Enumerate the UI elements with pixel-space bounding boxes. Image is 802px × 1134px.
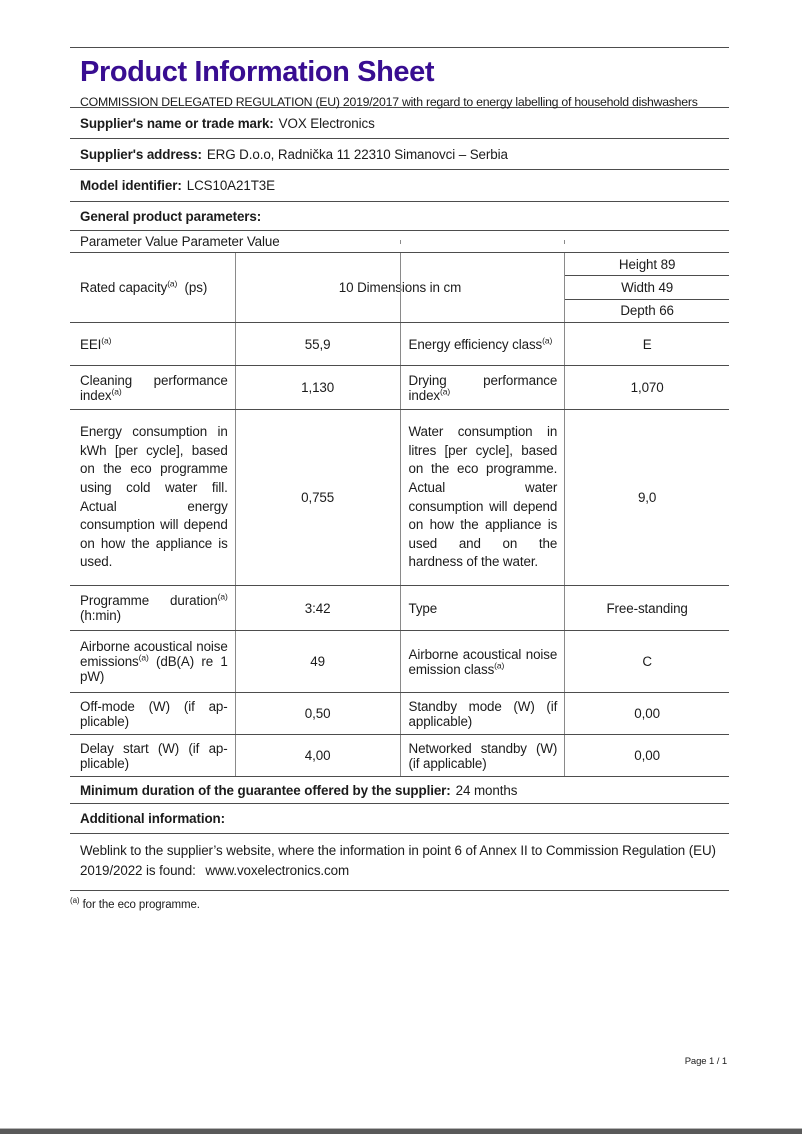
rated-capacity-row — [70, 253, 729, 323]
rated-capacity-unit: (ps) — [177, 280, 208, 295]
type-label: Type — [408, 600, 438, 616]
type-value: Free-standing — [606, 600, 688, 616]
additional-information-row — [70, 804, 729, 834]
footnote-marker: (a) — [138, 652, 149, 663]
cleaning-performance-value: 1,130 — [301, 380, 335, 395]
supplier-address-row — [70, 139, 729, 170]
water-consumption-value: 9,0 — [637, 490, 657, 505]
programme-duration-row — [70, 586, 729, 631]
energy-efficiency-class-label-cell — [400, 323, 565, 365]
energy-consumption-value: 0,755 — [301, 490, 335, 505]
cleaning-performance-label: Cleaning performance index — [80, 372, 228, 403]
delay-start-label-cell — [70, 735, 235, 776]
airborne-noise-row — [70, 631, 729, 693]
drying-performance-value: 1,070 — [630, 380, 664, 395]
cleaning-performance-label-cell — [70, 366, 235, 409]
energy-efficiency-class-value: E — [642, 336, 652, 352]
energy-consumption-label-cell — [70, 410, 235, 585]
off-mode-value-cell — [235, 693, 400, 734]
networked-standby-value: 0,00 — [634, 748, 660, 763]
guarantee-value: 24 months — [455, 782, 518, 798]
footnote-marker: (a) — [101, 335, 112, 346]
guarantee-label: Minimum duration of the guarantee offered by the supplier: — [80, 782, 451, 798]
parameter-table-header-empty-cell — [400, 240, 565, 244]
additional-information-heading: Additional information: — [80, 811, 225, 826]
footnote-marker: (a) — [217, 591, 228, 602]
off-mode-label-cell — [70, 693, 235, 734]
delay-start-value-cell — [235, 735, 400, 776]
water-consumption-label: Water consumption in litres [per cycle], based on the eco programme. Actual water consumption will depend on how the appliance is used and on the hardness of the water. — [408, 424, 558, 570]
programme-duration-label: Programme duration — [80, 593, 218, 608]
standby-mode-value: 0,00 — [634, 706, 660, 721]
standby-mode-label: Standby mode (W) (if applicable) — [408, 698, 558, 729]
programme-duration-unit: (h:min) — [80, 608, 121, 623]
noise-class-value-cell — [564, 631, 729, 692]
water-consumption-label-cell — [400, 410, 565, 585]
page-indicator: Page 1 / 1 — [684, 1056, 727, 1067]
page-bottom-edge — [0, 1128, 802, 1134]
title-block — [70, 48, 729, 108]
dimension-height: Height 89 — [618, 256, 676, 272]
drying-performance-label: Drying performance index — [408, 372, 558, 403]
page-title: Product Information Sheet — [80, 56, 435, 88]
eei-row — [70, 323, 729, 366]
model-identifier-row — [70, 170, 729, 202]
delay-start-value: 4,00 — [304, 748, 331, 763]
type-value-cell — [564, 586, 729, 630]
model-identifier-label: Model identifier: — [80, 178, 182, 193]
standby-mode-value-cell — [564, 693, 729, 734]
parameter-table-header-label: Parameter Value Parameter Value — [80, 234, 280, 249]
energy-efficiency-class-value-cell — [564, 323, 729, 365]
performance-index-row — [70, 366, 729, 410]
noise-emissions-value: 49 — [310, 654, 325, 669]
supplier-name-row — [70, 108, 729, 139]
general-parameters-heading: General product parameters: — [80, 208, 262, 224]
noise-class-value: C — [642, 654, 652, 669]
off-mode-value: 0,50 — [304, 706, 331, 721]
delay-start-row — [70, 735, 729, 777]
eei-value: 55,9 — [304, 336, 331, 352]
drying-performance-label-cell — [400, 366, 565, 409]
delay-start-label: Delay start (W) (if applicable) — [80, 740, 228, 771]
weblink-text: Weblink to the supplier’s website, where the information in point 6 of Annex II to Commission Regulation (EU) 2019/2022 is found: — [80, 843, 716, 878]
supplier-name-label: Supplier's name or trade mark: — [80, 115, 274, 131]
eei-label-cell — [70, 323, 235, 365]
footnote-marker: (a) — [494, 660, 505, 671]
rated-capacity-label: Rated capacity — [80, 280, 168, 295]
supplier-name-value: VOX Electronics — [278, 115, 375, 131]
drying-performance-value-cell — [564, 366, 729, 409]
eei-value-cell — [235, 323, 400, 365]
supplier-address-value: ERG D.o.o, Radnička 11 22310 Simanovci – Serbia — [206, 146, 508, 162]
off-mode-row — [70, 693, 729, 735]
general-parameters-heading-row — [70, 202, 729, 231]
networked-standby-value-cell — [564, 735, 729, 776]
dimension-depth: Depth 66 — [565, 299, 729, 322]
networked-standby-label-cell — [400, 735, 565, 776]
programme-duration-value: 3:42 — [304, 600, 331, 616]
eei-label: EEI — [80, 336, 102, 352]
noise-class-label-cell — [400, 631, 565, 692]
supplier-address-label: Supplier's address: — [80, 146, 202, 162]
weblink-row — [70, 834, 729, 890]
energy-consumption-label: Energy consumption in kWh [per cycle], based on the eco programme using cold water fill. Actual energy consumption will depend on how the appliance is used. — [80, 424, 228, 570]
consumption-row — [70, 410, 729, 586]
regulation-subtitle: COMMISSION DELEGATED REGULATION (EU) 2019/2017 with regard to energy labelling of household dishwashers — [80, 95, 698, 109]
water-consumption-value-cell — [564, 410, 729, 585]
footnote-marker: (a) — [542, 335, 553, 346]
noise-emissions-value-cell — [235, 631, 400, 692]
off-mode-label: Off-mode (W) (if applicable) — [80, 698, 228, 729]
model-identifier-value: LCS10A21T3E — [186, 178, 275, 193]
rated-capacity-value-and-dimensions-label: 10 Dimensions in cm — [338, 280, 462, 295]
noise-emissions-label: Airborne acoustical noise emissions — [80, 639, 228, 669]
programme-duration-label-cell — [70, 586, 235, 630]
parameter-table-header-empty-cell — [564, 240, 729, 244]
footnote — [70, 896, 200, 911]
footnote-text: for the eco programme. — [79, 899, 200, 911]
rated-capacity-label-cell — [70, 253, 235, 322]
noise-emissions-label-cell — [70, 631, 235, 692]
type-label-cell — [400, 586, 565, 630]
standby-mode-label-cell — [400, 693, 565, 734]
energy-efficiency-class-label: Energy efficiency class — [408, 336, 543, 352]
cleaning-performance-value-cell — [235, 366, 400, 409]
networked-standby-label: Networked standby (W) (if applicable) — [408, 740, 558, 771]
footnote-marker: (a) — [70, 896, 80, 906]
guarantee-row — [70, 777, 729, 804]
energy-consumption-value-cell — [235, 410, 400, 585]
dimensions-cell — [564, 253, 729, 322]
noise-emissions-unit: (dB(A) re 1 pW) — [80, 654, 228, 684]
footnote-marker: (a) — [167, 278, 178, 289]
programme-duration-value-cell — [235, 586, 400, 630]
dimension-width: Width 49 — [565, 275, 729, 298]
parameter-table-header-cell — [70, 232, 400, 251]
footnote-marker: (a) — [111, 386, 122, 397]
weblink-url[interactable]: www.voxelectronics.com — [205, 862, 350, 878]
rated-capacity-dimensions-merged-cell — [235, 253, 565, 322]
noise-class-label: Airborne acoustical noise emission class — [408, 646, 558, 677]
footnote-marker: (a) — [440, 386, 451, 397]
product-information-sheet — [70, 47, 729, 891]
parameter-table-header-row — [70, 231, 729, 253]
